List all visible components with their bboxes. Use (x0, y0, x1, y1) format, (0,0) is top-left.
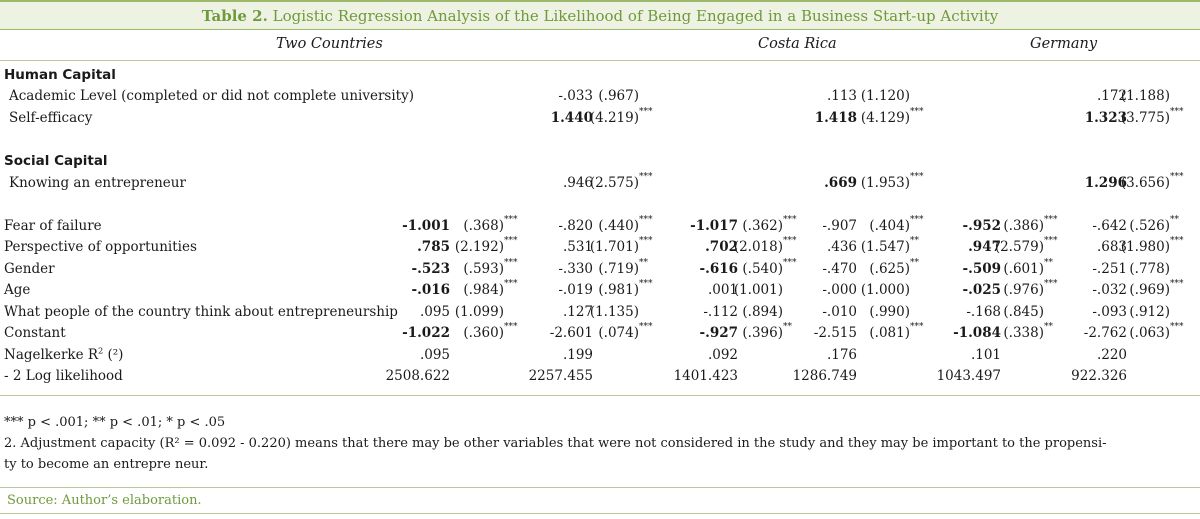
odds-ratio-cell: (.845) (1003, 304, 1044, 320)
section-label: Human Capital (4, 67, 116, 83)
coefficient-cell: -.251 (1092, 261, 1127, 277)
row-label (4, 366, 123, 386)
odds-ratio-cell: (.778) (1129, 261, 1170, 277)
odds-ratio-cell: (.976) (1003, 282, 1044, 298)
odds-ratio-cell: (.719) (598, 261, 639, 277)
row-self-efficacy: Self-efficacy 1.440 (4.219) *** 1.418 (4.129) *** 1.323 (3.775) *** (9, 107, 1184, 126)
section-social-capital (0, 151, 1200, 171)
odds-ratio-cell: (1.120) (860, 88, 910, 104)
coefficient-cell: .531 (562, 239, 593, 255)
coefficient-cell: 1.418 (814, 110, 857, 126)
coefficient-cell: -1.022 (402, 325, 450, 341)
odds-ratio-cell: (.081) (869, 325, 910, 341)
coefficient-cell: .113 (826, 88, 857, 104)
row-label (9, 173, 186, 193)
odds-ratio-cell: (1.188) (1120, 88, 1170, 104)
coefficient-cell: 1401.423 (673, 368, 738, 384)
odds-ratio-cell: (.540) (742, 261, 783, 277)
coefficient-cell: -.509 (962, 261, 1001, 277)
coefficient-cell: -.907 (822, 218, 857, 234)
coefficient-cell: -2.601 (549, 325, 593, 341)
coefficient-cell: .436 (826, 239, 857, 255)
coefficient-cell: -.927 (699, 325, 738, 341)
odds-ratio-cell: (1.001) (733, 282, 783, 298)
odds-ratio-cell: (.912) (1129, 304, 1170, 320)
coefficient-cell: .172 (1096, 88, 1127, 104)
odds-ratio-cell: (.338) (1003, 325, 1044, 341)
odds-ratio-cell: (.981) (598, 282, 639, 298)
odds-ratio-cell: (2.575) (589, 175, 639, 191)
section-human-capital (0, 65, 1200, 85)
odds-ratio-cell: (3.775) (1120, 110, 1170, 126)
coefficient-cell: -.642 (1092, 218, 1127, 234)
odds-ratio-cell: (.601) (1003, 261, 1044, 277)
coefficient-cell: .947 (968, 239, 1001, 255)
odds-ratio-cell: (1.701) (589, 239, 639, 255)
coefficient-cell: .092 (707, 347, 738, 363)
coefficient-cell: 1.440 (550, 110, 593, 126)
coefficient-cell: -1.084 (953, 325, 1001, 341)
row-label (4, 345, 123, 365)
odds-ratio-cell: (2.018) (733, 239, 783, 255)
odds-ratio-cell: (.396) (742, 325, 783, 341)
table-number: Table 2. (201, 7, 268, 25)
odds-ratio-cell: (.526) (1129, 218, 1170, 234)
coefficient-cell: -.000 (822, 282, 857, 298)
coefficient-cell: -.010 (822, 304, 857, 320)
row-label-text: Constant (4, 325, 66, 341)
row-label-text: Self-efficacy (9, 110, 93, 126)
row-label-text: What people of the country think about entrepreneurship (4, 304, 398, 320)
row-knowing-entrepreneur: Knowing an entrepreneur .946 (2.575) *** .669 (1.953) *** 1.296 (3.656) *** (9, 172, 1184, 191)
coefficient-cell: .127 (562, 304, 593, 320)
coefficient-cell: -.032 (1092, 282, 1127, 298)
odds-ratio-cell: (3.656) (1120, 175, 1170, 191)
row-label (9, 108, 92, 128)
odds-ratio-cell: (.990) (869, 304, 910, 320)
row-label-text: Age (4, 282, 31, 298)
row-label (4, 323, 66, 343)
row-label (4, 259, 55, 279)
coefficient-cell: 1286.749 (792, 368, 857, 384)
coefficient-cell: -.019 (558, 282, 593, 298)
odds-ratio-cell: (.404) (869, 218, 910, 234)
coefficient-cell: -1.017 (690, 218, 738, 234)
row-perspective-opportunities: Perspective of opportunities .785 (2.192) *** .531 (1.701) *** .702 (2.018) *** .436 (1.547) ** .947 (2.579) *** .683 (1.980) *** (4, 236, 1184, 255)
odds-ratio-cell: (1.135) (589, 304, 639, 320)
coefficient-cell: .101 (970, 347, 1001, 363)
coefficient-cell: -.033 (558, 88, 593, 104)
row-label-text: - 2 Log likelihood (4, 368, 123, 384)
odds-ratio-cell: (1.547) (860, 239, 910, 255)
odds-ratio-cell: (.984) (463, 282, 504, 298)
odds-ratio-cell: (.440) (598, 218, 639, 234)
coefficient-cell: 2508.622 (385, 368, 450, 384)
odds-ratio-cell: (4.129) (860, 110, 910, 126)
coefficient-cell: -.168 (966, 304, 1001, 320)
row-label-superscript: 2 (98, 346, 104, 356)
coefficient-cell: .683 (1096, 239, 1127, 255)
coefficient-cell: -.470 (822, 261, 857, 277)
coefficient-cell: -.112 (703, 304, 738, 320)
note-significance: *** p < .001; ** p < .01; * p < .05 (4, 415, 226, 430)
row-label-text: Academic Level (completed or did not complete university) (9, 88, 414, 104)
coefficient-cell: 2257.455 (528, 368, 593, 384)
row-label-text: Gender (4, 261, 55, 277)
row-log-likelihood (0, 366, 1200, 386)
odds-ratio-cell: (.074) (598, 325, 639, 341)
coefficient-cell: .669 (824, 175, 857, 191)
odds-ratio-cell: (.360) (463, 325, 504, 341)
row-label (4, 280, 30, 300)
coefficient-cell: .785 (417, 239, 450, 255)
row-label-text: Fear of failure (4, 218, 102, 234)
row-label-text: Nagelkerke R (4, 347, 99, 363)
odds-ratio-cell: (4.219) (589, 110, 639, 126)
row-what-people-think (0, 302, 1200, 322)
row-label (4, 237, 197, 257)
odds-ratio-cell: (.967) (598, 88, 639, 104)
coefficient-cell: -.952 (962, 218, 1001, 234)
row-academic-level (0, 86, 1200, 106)
coefficient-cell: 922.326 (1071, 368, 1127, 384)
coefficient-cell: .001 (707, 282, 738, 298)
odds-ratio-cell: (.063) (1129, 325, 1170, 341)
coefficient-cell: -2.762 (1083, 325, 1127, 341)
odds-ratio-cell: (1.000) (860, 282, 910, 298)
section-label: Social Capital (4, 153, 108, 169)
row-gender: Gender -.523 (.593) *** -.330 (.719) ** -.616 (.540) *** -.470 (.625) ** -.509 (.601) ** -.251 (.778) (4, 258, 1170, 277)
coefficient-cell: -1.001 (402, 218, 450, 234)
coefficient-cell: 1.323 (1084, 110, 1127, 126)
odds-ratio-cell: (.625) (869, 261, 910, 277)
row-label (4, 216, 102, 236)
coefficient-cell: .095 (419, 304, 450, 320)
source-note: Source: Author’s elaboration. (7, 493, 202, 508)
coefficient-cell: -.523 (411, 261, 450, 277)
coefficient-cell: -.093 (1092, 304, 1127, 320)
coefficient-cell: -.016 (411, 282, 450, 298)
coefficient-cell: -.330 (558, 261, 593, 277)
coefficient-cell: .702 (705, 239, 738, 255)
coefficient-cell: -2.515 (813, 325, 857, 341)
note-adjustment-line2: ty to become an entrepre neur. (4, 457, 209, 472)
row-label (4, 302, 398, 322)
table-title (0, 0, 1200, 30)
row-age: Age -.016 (.984) *** -.019 (.981) *** .001 (1.001) -.000 (1.000) -.025 (.976) *** -.032 (.969) *** (4, 279, 1184, 298)
header-two-countries: Two Countries (276, 36, 383, 52)
odds-ratio-cell: (.362) (742, 218, 783, 234)
bottom-border (0, 513, 1200, 514)
row-nagelkerke (0, 345, 1200, 365)
odds-ratio-cell: (2.192) (454, 239, 504, 255)
coefficient-cell: -.616 (699, 261, 738, 277)
odds-ratio-cell: (.386) (1003, 218, 1044, 234)
coefficient-cell: 1043.497 (936, 368, 1001, 384)
odds-ratio-cell: (.368) (463, 218, 504, 234)
coefficient-cell: .199 (562, 347, 593, 363)
odds-ratio-cell: (2.579) (994, 239, 1044, 255)
header-germany: Germany (1030, 36, 1098, 52)
odds-ratio-cell: (1.099) (454, 304, 504, 320)
coefficient-cell: -.025 (962, 282, 1001, 298)
coefficient-cell: .220 (1096, 347, 1127, 363)
coefficient-cell: 1.296 (1084, 175, 1127, 191)
coefficient-cell: .176 (826, 347, 857, 363)
row-fear-of-failure: Fear of failure -1.001 (.368) *** -.820 (.440) *** -1.017 (.362) *** -.907 (.404) *** -.952 (.386) *** -.642 (.526) ** (4, 215, 1179, 234)
row-constant: Constant -1.022 (.360) *** -2.601 (.074) *** -.927 (.396) ** -2.515 (.081) *** -1.084 (.338) ** -2.762 (.063) *** (4, 322, 1184, 341)
odds-ratio-cell: (.894) (742, 304, 783, 320)
row-label-text: Perspective of opportunities (4, 239, 197, 255)
table-caption: Logistic Regression Analysis of the Likelihood of Being Engaged in a Business Start-up Activity (267, 7, 999, 25)
row-label-text: Knowing an entrepreneur (9, 175, 186, 191)
row-label (9, 86, 414, 106)
odds-ratio-cell: (1.953) (860, 175, 910, 191)
header-divider (0, 60, 1200, 61)
row-label-tail: (²) (103, 347, 124, 363)
odds-ratio-cell: (.969) (1129, 282, 1170, 298)
notes-divider (0, 395, 1200, 396)
header-costa-rica: Costa Rica (758, 36, 837, 52)
source-divider (0, 487, 1200, 488)
coefficient-cell: -.820 (558, 218, 593, 234)
note-adjustment-line1: 2. Adjustment capacity (R² = 0.092 - 0.220) means that there may be other variables that were not considered in the study and they may be important to the propensi- (4, 436, 1107, 451)
coefficient-cell: .946 (562, 175, 593, 191)
odds-ratio-cell: (.593) (463, 261, 504, 277)
odds-ratio-cell: (1.980) (1120, 239, 1170, 255)
coefficient-cell: .095 (419, 347, 450, 363)
